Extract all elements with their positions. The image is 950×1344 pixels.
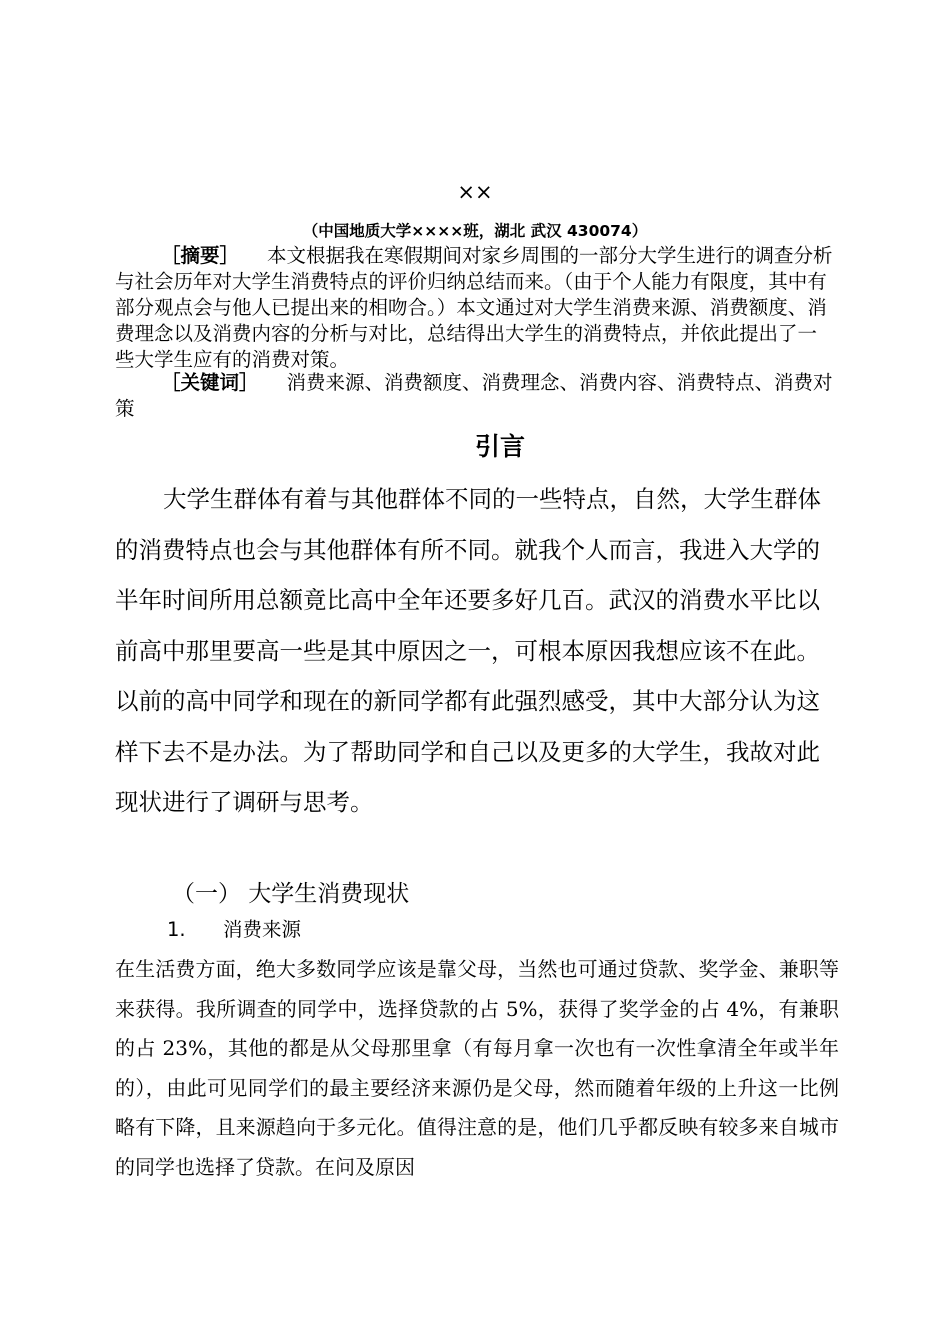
intro-heading: 引言 (474, 432, 525, 461)
abstract-label: ［摘要］ (161, 244, 240, 267)
intro-paragraph: 大学生群体有着与其他群体不同的一些特点，自然，大学生群体的消费特点也会与其他群体有所不同。就我个人而言，我进入大学的半年时间所用总额竟比高中全年还要多好几百。武汉的消费水平比以前高中那里要高一些是其中原因之一，可根本原因我想应该不在此。以前的高中同学和现在的新同学都有此强烈感受，其中大部分认为这样下去不是办法。为了帮助同学和自己以及更多的大学生，我故对此现状进行了调研与思考。 (115, 485, 821, 816)
body-paragraph: 在生活费方面，绝大多数同学应该是靠父母，当然也可通过贷款、奖学金、兼职等来获得。我所调查的同学中，选择贷款的占 5%，获得了奖学金的占 4%，有兼职的占 23%，其他的都是从父母那里拿（有每月拿一次也有一次性拿清全年或半年的），由此可见同学们的最主要经济来源仍是父母，然而随着年级的上升这一比例略有下降，且来源趋向于多元化。值得注意的是，他们几乎都反映有较多来自城市的同学也选择了贷款。在问及原因 (115, 957, 839, 1179)
subsection-heading (167, 914, 301, 942)
subsection-title: 消费来源 (223, 918, 302, 941)
author-name: ×× (457, 180, 493, 204)
subsection-number: 1. (167, 918, 186, 941)
keywords-text: 消费来源、消费额度、消费理念、消费内容、消费特点、消费对策 (115, 371, 833, 420)
section-title: （一） 大学生消费现状 (172, 881, 410, 907)
keywords-label: ［关键词］ (161, 371, 259, 394)
abstract-text: 本文根据我在寒假期间对家乡周围的一部分大学生进行的调查分析与社会历年对大学生消费特点的评价归纳总结而来。（由于个人能力有限度，其中有部分观点会与他人已提出来的相吻合。）本文通过对大学生消费来源、消费额度、消费理念以及消费内容的分析与对比，总结得出大学生的消费特点，并依此提出了一些大学生应有的消费对策。 (115, 244, 833, 371)
author-affiliation: （中国地质大学××××班，湖北 武汉 430074） (302, 222, 648, 240)
keywords-paragraph (115, 370, 835, 422)
abstract-paragraph (115, 243, 835, 373)
